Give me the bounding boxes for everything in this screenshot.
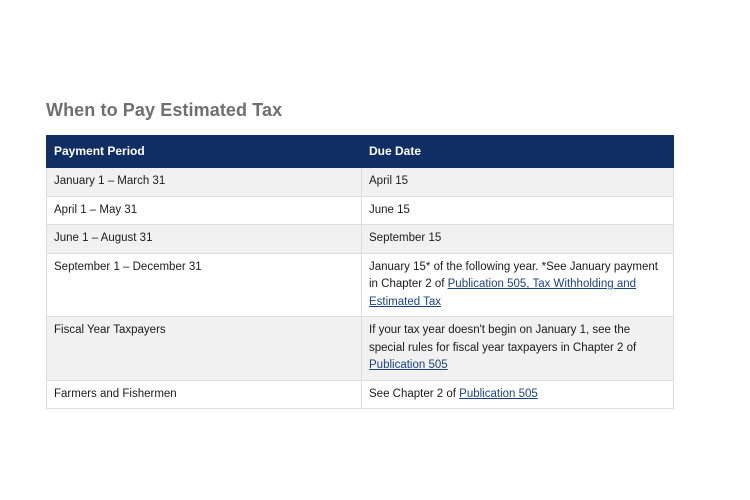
due-date-cell <box>362 225 674 254</box>
due-date-text: See Chapter 2 of <box>369 387 460 400</box>
payment-period-cell: Fiscal Year Taxpayers <box>47 317 362 381</box>
table-row <box>47 253 674 317</box>
table-row <box>47 317 674 381</box>
publication-505-link[interactable]: Publication 505 <box>459 387 538 400</box>
table-row <box>47 225 674 254</box>
publication-505-link[interactable]: Publication 505, Tax Withholding and Estimated Tax <box>369 278 637 308</box>
table-row <box>47 196 674 225</box>
estimated-tax-table <box>46 135 674 409</box>
due-date-text: September 15 <box>369 232 442 244</box>
due-date-cell <box>362 253 674 317</box>
page-title: When to Pay Estimated Tax <box>46 100 283 120</box>
header-due-date: Due Date <box>362 136 674 168</box>
due-date-text: June 15 <box>369 203 410 216</box>
table-row <box>47 168 674 197</box>
payment-period-cell: Farmers and Fishermen <box>47 380 362 409</box>
publication-505-link[interactable]: Publication 505 <box>369 359 448 371</box>
payment-period-cell: January 1 – March 31 <box>47 168 362 197</box>
due-date-cell <box>362 168 674 197</box>
due-date-cell <box>362 380 674 409</box>
due-date-cell <box>362 317 674 381</box>
due-date-cell <box>362 196 674 225</box>
table-row <box>47 380 674 409</box>
payment-period-cell: April 1 – May 31 <box>47 196 362 225</box>
table-header-row <box>47 136 674 168</box>
payment-period-cell: June 1 – August 31 <box>47 225 362 254</box>
header-payment-period: Payment Period <box>47 136 362 168</box>
due-date-text: January 15* of the following year. *See January payment in Chapter 2 of <box>369 260 658 290</box>
due-date-text: April 15 <box>369 175 408 187</box>
due-date-text: If your tax year doesn't begin on January 1, see the special rules for fiscal year taxpayers in Chapter 2 of <box>369 324 637 354</box>
payment-period-cell: September 1 – December 31 <box>47 253 362 317</box>
